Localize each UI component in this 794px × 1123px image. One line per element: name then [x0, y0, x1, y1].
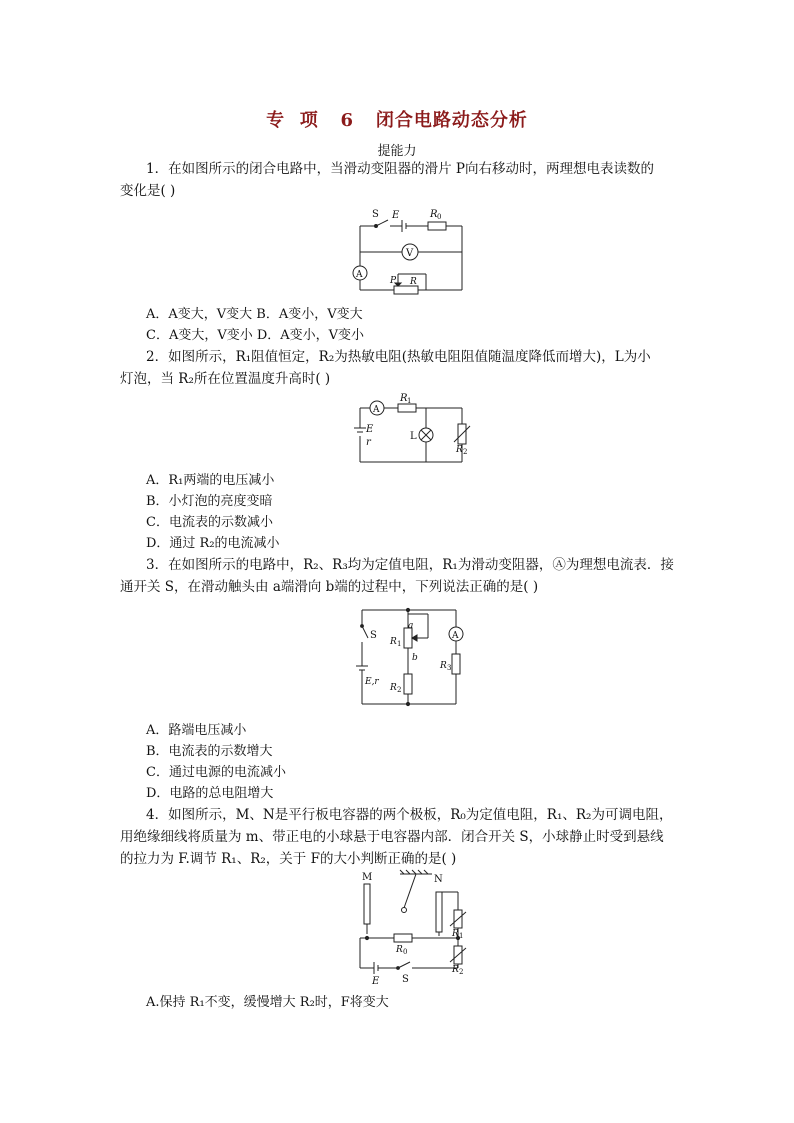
q2-fig-E: E	[366, 424, 374, 435]
q4-fig-R0-sub: 0	[403, 948, 408, 956]
q4-fig-S: S	[402, 974, 409, 985]
q3-fig-R2-sub: 2	[397, 686, 402, 694]
q2-option-a: A．R₁两端的电压减小	[146, 473, 275, 488]
q2-option-b: B．小灯泡的亮度变暗	[146, 494, 273, 509]
q4-stem-line2: 用绝缘细线将质量为 m、带正电的小球悬于电容器内部．闭合开关 S，小球静止时受到悬线	[120, 829, 664, 845]
q2-fig-ammeter-label: A	[373, 405, 380, 415]
q1-fig-R0: R	[430, 209, 438, 220]
q2-fig-R1-sub: 1	[407, 397, 412, 405]
q4-option-a: A.保持 R₁不变，缓慢增大 R₂时，F将变大	[146, 995, 389, 1010]
q4-fig-M: M	[362, 872, 373, 883]
q4-fig-N: N	[434, 874, 443, 885]
q3-fig-a: a	[408, 621, 414, 631]
q3-fig-ammeter-label: A	[452, 631, 459, 641]
q1-fig-E: E	[392, 210, 400, 221]
q3-option-d: D．电路的总电阻增大	[146, 786, 274, 801]
q1-options-cd: C．A变大，V变小 D．A变小，V变小	[146, 328, 365, 343]
q1-stem-line2: 变化是( )	[120, 183, 176, 199]
q3-fig-R3: R	[440, 661, 447, 671]
q3-fig-b: b	[412, 653, 418, 663]
q1-options-ab: A．A变大，V变大 B．A变小，V变大	[146, 307, 363, 322]
q1-fig-P: P	[390, 276, 397, 286]
q3-stem-line2: 通开关 S，在滑动触头由 a端滑向 b端的过程中，下列说法正确的是( )	[120, 579, 539, 595]
q2-stem-line2: 灯泡，当 R₂所在位置温度升高时( )	[120, 371, 331, 387]
q2-stem-line1: 2．如图所示，R₁阻值恒定，R₂为热敏电阻(热敏电阻阻值随温度降低而增大)，L为小	[146, 349, 651, 365]
q2-fig-r: r	[366, 437, 371, 448]
q4-fig-R0: R	[396, 945, 403, 955]
q4-fig-R2: R	[452, 965, 459, 975]
q1-fig-S: S	[372, 209, 379, 220]
q2-fig-L: L	[410, 431, 417, 442]
q4-fig-R2-sub: 2	[459, 968, 464, 976]
q3-fig-R1: R	[390, 637, 397, 647]
q4-fig-R1: R	[452, 929, 459, 939]
q2-option-d: D．通过 R₂的电流减小	[146, 536, 280, 551]
q4-fig-E: E	[372, 976, 380, 987]
q3-option-b: B．电流表的示数增大	[146, 744, 273, 759]
q4-stem-line3: 的拉力为 F.调节 R₁、R₂，关于 F的大小判断正确的是( )	[120, 851, 457, 867]
q4-circuit-figure	[348, 868, 474, 988]
q1-fig-R0-sub: 0	[437, 213, 442, 221]
q3-option-c: C．通过电源的电流减小	[146, 765, 286, 780]
q2-option-c: C．电流表的示数减小	[146, 515, 273, 530]
q3-fig-Er: E,r	[365, 677, 379, 687]
q4-stem-line1: 4．如图所示，M、N是平行板电容器的两个极板，R₀为定值电阻，R₁、R₂为可调电阻，	[146, 807, 673, 823]
q3-circuit-figure	[350, 600, 468, 710]
q3-stem-line1: 3．在如图所示的电路中，R₂、R₃均为定值电阻，R₁为滑动变阻器，Ⓐ为理想电流表．接	[146, 557, 674, 573]
q1-fig-ammeter-label: A	[356, 270, 363, 280]
q2-fig-R2-sub: 2	[463, 448, 468, 456]
q3-fig-S: S	[370, 630, 377, 641]
q1-fig-voltmeter-label: V	[406, 248, 414, 259]
q1-stem-line1: 1．在如图所示的闭合电路中，当滑动变阻器的滑片 P向右移动时，两理想电表读数的	[146, 161, 654, 177]
q1-circuit-figure	[350, 204, 470, 296]
q3-fig-R2: R	[390, 683, 397, 693]
page-title: 专 项 6 闭合电路动态分析	[266, 110, 528, 131]
q3-option-a: A．路端电压减小	[146, 723, 247, 738]
q4-fig-R1-sub: 1	[459, 932, 464, 940]
q3-fig-R1-sub: 1	[397, 640, 402, 648]
section-subtitle: 提能力	[377, 144, 417, 159]
q3-fig-R3-sub: 3	[447, 664, 452, 672]
q2-fig-R1: R	[400, 393, 408, 404]
q2-fig-R2: R	[456, 445, 463, 455]
q2-circuit-figure	[352, 392, 472, 466]
q1-fig-R: R	[410, 277, 417, 287]
